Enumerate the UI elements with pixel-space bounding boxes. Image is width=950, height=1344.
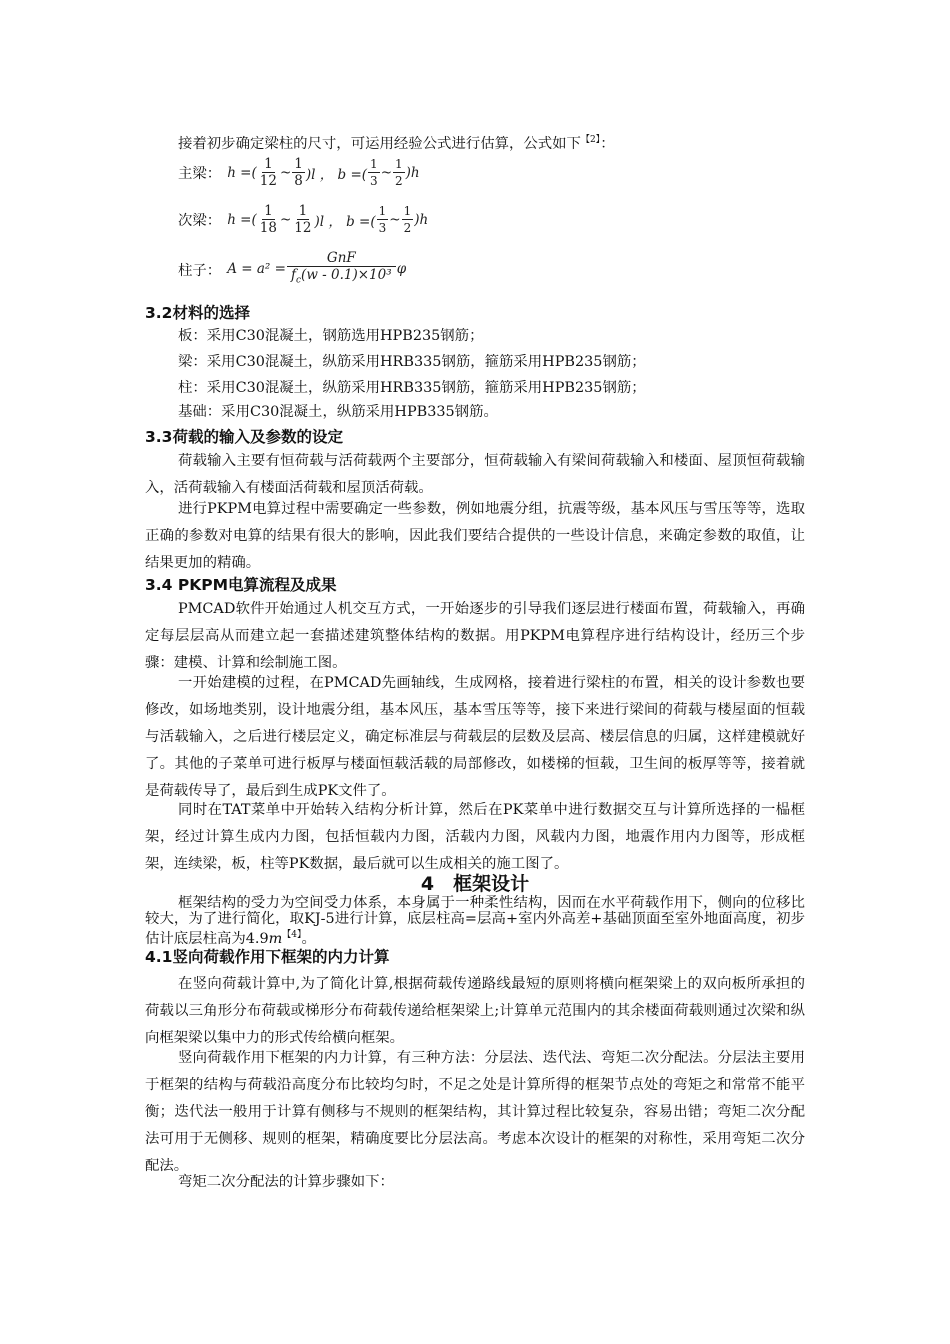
- material-line-slab: 板：采用C30混凝土，钢筋选用HPB235钢筋；: [178, 328, 484, 344]
- paragraph: 荷载输入主要有恒荷载与活荷载两个主要部分，恒荷载输入有梁间荷载输入和楼面、屋顶恒荷载输入，活荷载输入有楼面活荷载和屋顶活荷载。: [145, 453, 805, 496]
- citation-ref: 【2】: [580, 135, 601, 145]
- citation-ref: 【4】: [282, 930, 302, 940]
- chapter-paragraph-end: 。: [301, 930, 316, 947]
- section-heading-3-3: 3.3荷载的输入及参数的设定: [145, 428, 343, 446]
- formula-main-beam: [178, 156, 420, 189]
- material-line-foundation: 基础：采用C30混凝土，纵筋采用HPB335钢筋。: [178, 404, 498, 420]
- formula-expression: h =( $\frac{1}{12}$ ~ $\frac{1}{8}$ )l ， b =( $\frac{1}{3}$ ~ $\frac{1}{2}$ )h: [227, 156, 420, 189]
- paragraph: 弯矩二次分配法的计算步骤如下：: [178, 1174, 394, 1190]
- paragraph: 竖向荷载作用下框架的内力计算，有三种方法：分层法、迭代法、弯矩二次分配法。分层法主要用于框架的结构与荷载沿高度分布比较均匀时，不足之处是计算所得的框架节点处的弯矩之和常常不能平衡；迭代法一般用于计算有侧移与不规则的框架结构，其计算过程比较复杂，容易出错；弯矩二次分配法可用于无侧移、规则的框架，精确度要比分层法高。考虑本次设计的框架的对称性，采用弯矩二次分配法。: [145, 1050, 805, 1174]
- paragraph: 在竖向荷载计算中,为了简化计算,根据荷载传递路线最短的原则将横向框架梁上的双向板所承担的荷载以三角形分布荷载或梯形分布荷载传递给框架梁上;计算单元范围内的其余楼面荷载则通过次梁和纵向框架梁以集中力的形式传给横向框架。: [145, 976, 805, 1046]
- chapter-paragraph-text: 框架结构的受力为空间受力体系，本身属于一种柔性结构，因而在水平荷载作用下，侧向的位移比较大，为了进行简化，取KJ-5进行计算，底层柱高=层高+室内外高差+基础顶面至室外地面高度，初步估计底层柱高为4.9: [145, 895, 805, 947]
- paragraph: 一开始建模的过程，在PMCAD先画轴线，生成网格，接着进行梁柱的布置，相关的设计参数也要修改，如场地类别，设计地震分组，基本风压，基本雪压等等，接下来进行梁间的荷载与楼屋面的恒载与活载输入，之后进行楼层定义，确定标准层与荷载层的层数及层高、楼层信息的归属，这样建模就好了。其他的子菜单可进行板厚与楼面恒载活载的局部修改，如楼梯的恒载，卫生间的板厚等等，接着就是荷载传导了，最后到生成PK文件了。: [145, 675, 805, 799]
- formula-secondary-beam: [178, 203, 428, 236]
- formula-column: [178, 250, 406, 289]
- section-heading-4-1: 4.1竖向荷载作用下框架的内力计算: [145, 948, 390, 966]
- formula-label: 柱子：: [178, 262, 222, 279]
- paragraph: [145, 895, 805, 947]
- intro-text: 接着初步确定梁柱的尺寸，可运用经验公式进行估算，公式如下: [178, 135, 581, 152]
- material-line-column: 柱：采用C30混凝土，纵筋采用HRB335钢筋，箍筋采用HPB235钢筋；: [178, 380, 646, 396]
- intro-end: ：: [600, 135, 615, 152]
- paragraph: 同时在TAT菜单中开始转入结构分析计算，然后在PK菜单中进行数据交互与计算所选择的一榀框架，经过计算生成内力图，包括恒载内力图，活载内力图，风载内力图，地震作用内力图等，形成框架，连续梁，板，柱等PK数据，最后就可以生成相关的施工图了。: [145, 802, 805, 872]
- formula-label: 次梁：: [178, 213, 222, 229]
- paragraph: 进行PKPM电算过程中需要确定一些参数，例如地震分组，抗震等级，基本风压与雪压等等，选取正确的参数对电算的结果有很大的影响，因此我们要结合提供的一些设计信息，来确定参数的取值，让结果更加的精确。: [145, 501, 805, 571]
- chapter-heading: 4 框架设计: [420, 873, 530, 895]
- formula-expression: A = a² = $\frac{\text{GnF}}{f_c(w - 0.1)\times 10^3}$ φ: [227, 250, 407, 286]
- formula-expression: h =( $\frac{1}{18}$ ~ $\frac{1}{12}$ )l ， b =( $\frac{1}{3}$ ~ $\frac{1}{2}$ )h: [227, 203, 429, 236]
- intro-paragraph: [145, 127, 805, 158]
- paragraph: PMCAD软件开始通过人机交互方式，一开始逐步的引导我们逐层进行楼面布置，荷载输入，再确定每层层高从而建立起一套描述建筑整体结构的数据。用PKPM电算程序进行结构设计，经历三个步骤：建模、计算和绘制施工图。: [145, 601, 805, 671]
- section-heading-3-4: 3.4 PKPM电算流程及成果: [145, 576, 337, 594]
- section-heading-3-2: 3.2材料的选择: [145, 304, 250, 322]
- unit-text: m: [268, 930, 283, 947]
- material-line-beam: 梁：采用C30混凝土，纵筋采用HRB335钢筋，箍筋采用HPB235钢筋；: [178, 354, 646, 370]
- formula-label: 主梁：: [178, 166, 222, 182]
